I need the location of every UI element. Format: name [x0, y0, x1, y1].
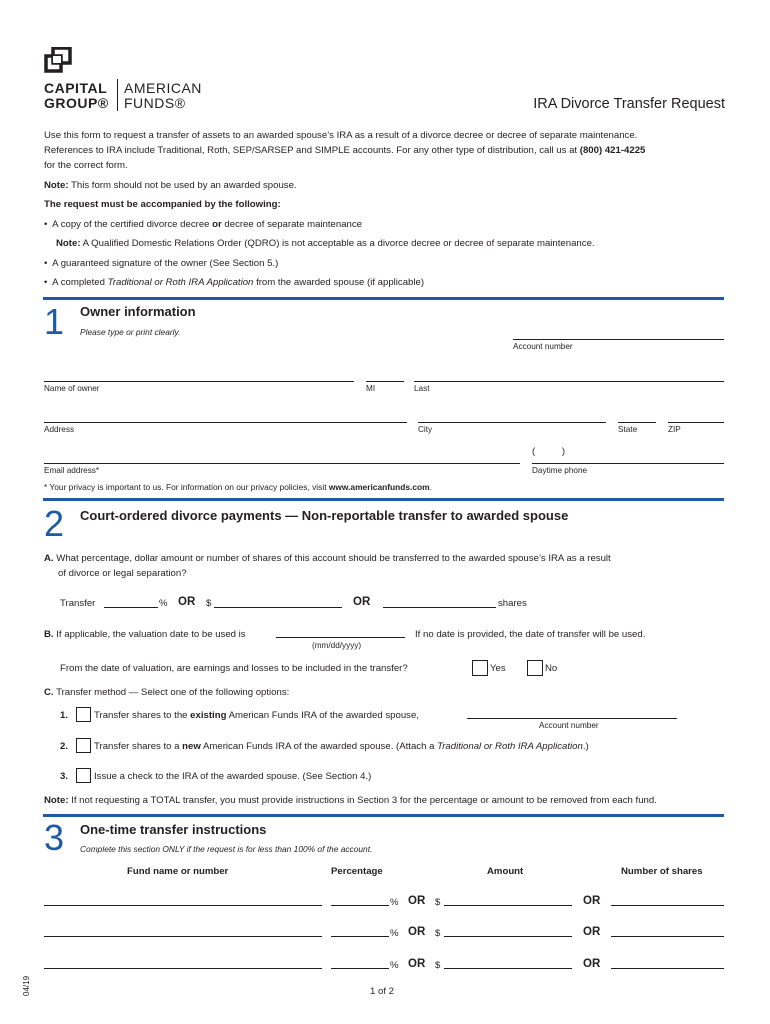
dollar-sign: $ [435, 897, 441, 908]
opt1-a: Transfer shares to the [94, 710, 191, 721]
spouse-account-number-field[interactable] [467, 718, 677, 719]
note2-text: A Qualified Domestic Relations Order (QDRO) is not acceptable as a divorce decree or decree of separate maintenance. [80, 238, 595, 249]
option-1-number: 1. [60, 710, 69, 721]
section-1-title: Owner information [80, 304, 196, 319]
or-label: OR [583, 958, 601, 970]
address-label: Address [44, 425, 75, 434]
option-2-text [94, 741, 589, 753]
or-1: OR [178, 596, 196, 608]
bullet-1-or: or [212, 219, 222, 230]
section-1-number: 1 [44, 301, 65, 342]
name-of-owner-label: Name of owner [44, 384, 100, 393]
privacy-period: . [429, 482, 432, 492]
account-number-field[interactable] [513, 339, 724, 340]
logo-capital: CAPITAL [44, 80, 108, 96]
option-2-number: 2. [60, 741, 69, 752]
s2-note-text: If not requesting a TOTAL transfer, you must provide instructions in Section 3 for the percentage or amount to be removed from each fund. [68, 795, 657, 806]
privacy-link[interactable]: www.americanfunds.com [328, 482, 430, 492]
opt2-c: .) [582, 741, 589, 752]
question-b [44, 629, 246, 641]
bullet-3: • A completed Traditional or Roth IRA Application from the awarded spouse (if applicable) [44, 277, 425, 288]
date-format-label: (mm/dd/yyyy) [312, 641, 362, 650]
fund-name-field[interactable] [44, 936, 322, 937]
opt1-bold: existing [190, 710, 227, 721]
state-field[interactable] [618, 422, 656, 423]
city-label: City [418, 425, 433, 434]
b-text: If applicable, the valuation date to be used is [56, 629, 246, 640]
col-percentage: Percentage [331, 866, 383, 877]
owner-mi-field[interactable] [366, 381, 404, 382]
amount-field[interactable] [444, 936, 572, 937]
note-text: This form should not be used by an awarded spouse. [68, 180, 297, 191]
opt1-b: American Funds IRA of the awarded spouse, [226, 710, 419, 721]
option-3-number: 3. [60, 771, 69, 782]
owner-first-name-field[interactable] [44, 381, 354, 382]
state-label: State [618, 425, 638, 434]
intro-text-2: References to IRA include Traditional, Roth, SEP/SARSEP and SIMPLE accounts. For any other type of distribution, call us at [44, 145, 580, 156]
logo [44, 47, 214, 112]
pct-sign: % [390, 960, 399, 971]
section-3-rule [43, 814, 724, 817]
section-2-rule [43, 498, 724, 501]
daytime-phone-field[interactable] [532, 463, 724, 464]
bullet-2: • A guaranteed signature of the owner (See Section 5.) [44, 258, 279, 269]
amount-field[interactable] [444, 968, 572, 969]
question-a [44, 551, 611, 581]
option-1-checkbox[interactable] [76, 707, 91, 722]
b-label: B. [44, 629, 54, 640]
question-c [44, 687, 289, 699]
shares-label: shares [498, 598, 527, 609]
bullet-3-text-b: from the awarded spouse (if applicable) [253, 277, 425, 288]
page-number: 1 of 2 [370, 986, 395, 997]
c-label: C. [44, 687, 54, 698]
valuation-date-field[interactable] [276, 637, 405, 638]
percentage-field[interactable] [331, 905, 389, 906]
earnings-yes-checkbox[interactable] [472, 660, 488, 676]
section-1-subtitle: Please type or print clearly. [80, 327, 181, 337]
option-3-text: Issue a check to the IRA of the awarded spouse. (See Section 4.) [94, 771, 372, 782]
pct-sign: % [390, 928, 399, 939]
dollar-sign: $ [435, 960, 441, 971]
bullet-1-text-b: decree of separate maintenance [221, 219, 363, 230]
transfer-percent-field[interactable] [104, 607, 158, 608]
amount-field[interactable] [444, 905, 572, 906]
logo-funds: FUNDS® [124, 95, 186, 111]
dollar-sign: $ [435, 928, 441, 939]
b-text-2: If no date is provided, the date of transfer will be used. [415, 629, 646, 640]
section-1-rule [43, 297, 724, 300]
shares-field[interactable] [611, 968, 724, 969]
transfer-percent-sign: % [159, 598, 168, 609]
earnings-no-checkbox[interactable] [527, 660, 543, 676]
option-2-checkbox[interactable] [76, 738, 91, 753]
or-label: OR [408, 895, 426, 907]
or-label: OR [408, 958, 426, 970]
zip-field[interactable] [668, 422, 724, 423]
col-fund: Fund name or number [127, 866, 229, 877]
transfer-label: Transfer [60, 598, 96, 609]
yes-label: Yes [490, 663, 506, 674]
zip-label: ZIP [668, 425, 681, 434]
note2-label: Note: [56, 238, 81, 249]
capital-group-logo-icon [44, 47, 74, 75]
opt2-b: American Funds IRA of the awarded spouse. (Attach a [200, 741, 438, 752]
shares-field[interactable] [611, 936, 724, 937]
shares-field[interactable] [611, 905, 724, 906]
or-label: OR [583, 926, 601, 938]
privacy-note [44, 482, 432, 492]
accompany-heading: The request must be accompanied by the following: [44, 199, 281, 210]
or-label: OR [408, 926, 426, 938]
daytime-phone-label: Daytime phone [532, 466, 588, 475]
percentage-field[interactable] [331, 968, 389, 969]
intro-phone: (800) 421-4225 [579, 145, 646, 156]
transfer-shares-field[interactable] [383, 607, 496, 608]
c-text: Transfer method — Select one of the following options: [56, 687, 290, 698]
last-label: Last [414, 384, 430, 393]
owner-last-name-field[interactable] [414, 381, 724, 382]
privacy-text: * Your privacy is important to us. For information on our privacy policies, visit [44, 482, 329, 492]
email-field[interactable] [44, 463, 520, 464]
transfer-dollar-field[interactable] [214, 607, 342, 608]
section-3-title: One-time transfer instructions [80, 822, 267, 837]
s2-note-label: Note: [44, 795, 69, 806]
section-2-number: 2 [44, 503, 65, 544]
option-3-checkbox[interactable] [76, 768, 91, 783]
spouse-account-number-label: Account number [539, 721, 599, 730]
col-amount: Amount [487, 866, 524, 877]
email-label: Email address* [44, 466, 100, 475]
no-label: No [545, 663, 558, 674]
phone-area-code: ( ) [532, 446, 566, 457]
col-shares: Number of shares [621, 866, 703, 877]
section-3-subtitle: Complete this section ONLY if the request is for less than 100% of the account. [80, 844, 373, 854]
section-3-number: 3 [44, 817, 65, 858]
bullet-3-ital: Traditional or Roth IRA Application [107, 277, 254, 288]
opt2-ital: Traditional or Roth IRA Application [437, 741, 583, 752]
section-2-note [44, 795, 657, 807]
logo-divider [117, 79, 118, 111]
opt2-bold: new [182, 741, 201, 752]
a-text-1: What percentage, dollar amount or number of shares of this account should be transferred to the awarded spouse’s IRA as a result [56, 553, 611, 564]
note-label: Note: [44, 180, 69, 191]
earnings-question: From the date of valuation, are earnings and losses to be included in the transfer? [60, 663, 408, 674]
logo-group: GROUP® [44, 95, 109, 111]
form-title: IRA Divorce Transfer Request [533, 96, 725, 112]
intro-paragraph [44, 128, 734, 173]
or-label: OR [583, 895, 601, 907]
section-2-title: Court-ordered divorce payments — Non-reportable transfer to awarded spouse [80, 508, 569, 523]
bullet-1: • A copy of the certified divorce decree or decree of separate maintenance [44, 219, 363, 230]
a-label: A. [44, 553, 54, 564]
intro-note [44, 180, 297, 192]
mi-label: MI [366, 384, 376, 393]
fund-name-field[interactable] [44, 968, 322, 969]
bullet-2-text: A guaranteed signature of the owner (See Section 5.) [52, 258, 279, 269]
fund-name-field[interactable] [44, 905, 322, 906]
option-1-text [94, 710, 419, 722]
bullet-1-note [56, 238, 595, 250]
address-field[interactable] [44, 422, 407, 423]
revision-date: 04/19 [22, 975, 31, 996]
percentage-field[interactable] [331, 936, 389, 937]
intro-text-3: for the correct form. [44, 160, 128, 171]
opt2-a: Transfer shares to a [94, 741, 183, 752]
a-text-2: of divorce or legal separation? [58, 568, 187, 579]
or-2: OR [353, 596, 371, 608]
bullet-3-text: A completed [52, 277, 108, 288]
logo-american: AMERICAN [124, 80, 202, 96]
intro-text-1: Use this form to request a transfer of assets to an awarded spouse’s IRA as a result of a divorce decree or decree of separate maintenance. [44, 130, 638, 141]
city-field[interactable] [418, 422, 606, 423]
account-number-label: Account number [513, 342, 573, 351]
bullet-1-text: A copy of the certified divorce decree [52, 219, 213, 230]
pct-sign: % [390, 897, 399, 908]
dollar-sign: $ [206, 598, 212, 609]
